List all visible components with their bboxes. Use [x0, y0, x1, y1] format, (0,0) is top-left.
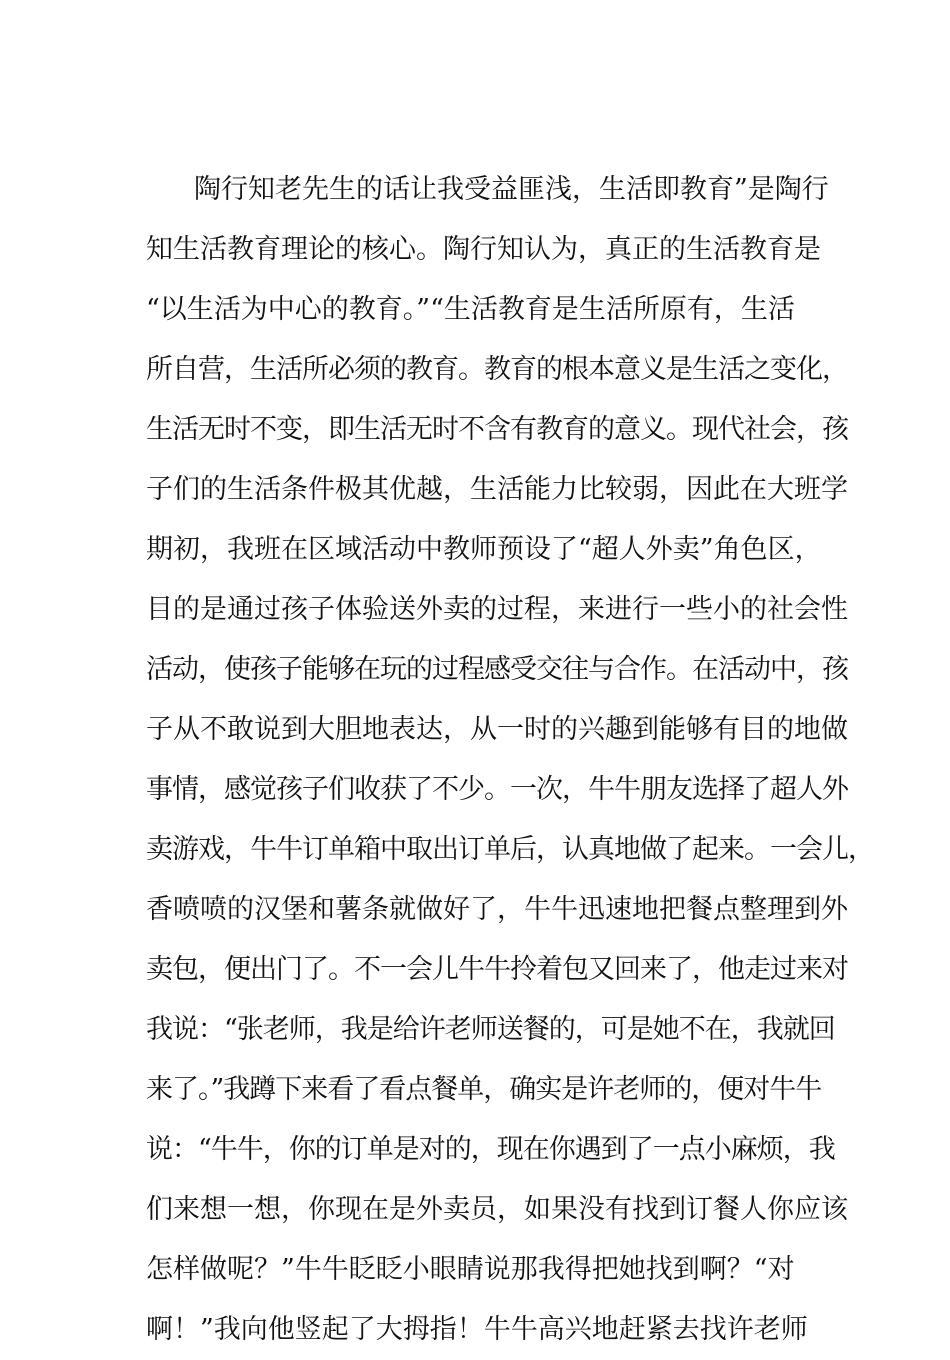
text-line: 说：“牛牛，你的订单是对的，现在你遇到了一点小麻烦，我 — [146, 1134, 835, 1165]
text-line: 来了。”我蹲下来看了看点餐单，确实是许老师的，便对牛牛 — [146, 1074, 822, 1105]
text-line: 活动，使孩子能够在玩的过程感受交往与合作。在活动中，孩 — [146, 654, 848, 685]
text-line: 卖包，便出门了。不一会儿牛牛拎着包又回来了，他走过来对 — [146, 954, 848, 985]
text-line: 怎样做呢？”牛牛眨眨小眼睛说那我得把她找到啊？“对 — [146, 1254, 795, 1285]
text-line: 卖游戏，牛牛订单箱中取出订单后，认真地做了起来。一会儿， — [146, 834, 874, 865]
text-line: 子从不敢说到大胆地表达，从一时的兴趣到能够有目的地做 — [146, 714, 848, 745]
text-line: 目的是通过孩子体验送外卖的过程，来进行一些小的社会性 — [146, 594, 848, 625]
text-line: 知生活教育理论的核心。陶行知认为，真正的生活教育是 — [146, 234, 821, 265]
text-line: 子们的生活条件极其优越，生活能力比较弱，因此在大班学 — [146, 474, 848, 505]
text-line: 所自营，生活所必须的教育。教育的根本意义是生活之变化， — [146, 354, 848, 385]
text-line: 事情，感觉孩子们收获了不少。一次，牛牛朋友选择了超人外 — [146, 774, 848, 805]
text-line: “以生活为中心的教育。”“生活教育是生活所原有，生活 — [146, 294, 795, 325]
text-line: 陶行知老先生的话让我受益匪浅，生活即教育”是陶行 — [194, 174, 829, 205]
text-line: 我说：“张老师，我是给许老师送餐的，可是她不在，我就回 — [146, 1014, 835, 1045]
text-line: 期初，我班在区域活动中教师预设了“超人外卖”角色区， — [146, 534, 822, 565]
text-line: 香喷喷的汉堡和薯条就做好了，牛牛迅速地把餐点整理到外 — [146, 894, 848, 925]
text-line: 们来想一想，你现在是外卖员，如果没有找到订餐人你应该 — [146, 1194, 848, 1225]
text-line: 啊！”我向他竖起了大拇指！牛牛高兴地赶紧去找许老师 — [146, 1314, 808, 1345]
body-text — [146, 160, 874, 1360]
text-line: 生活无时不变，即生活无时不含有教育的意义。现代社会，孩 — [146, 414, 848, 445]
